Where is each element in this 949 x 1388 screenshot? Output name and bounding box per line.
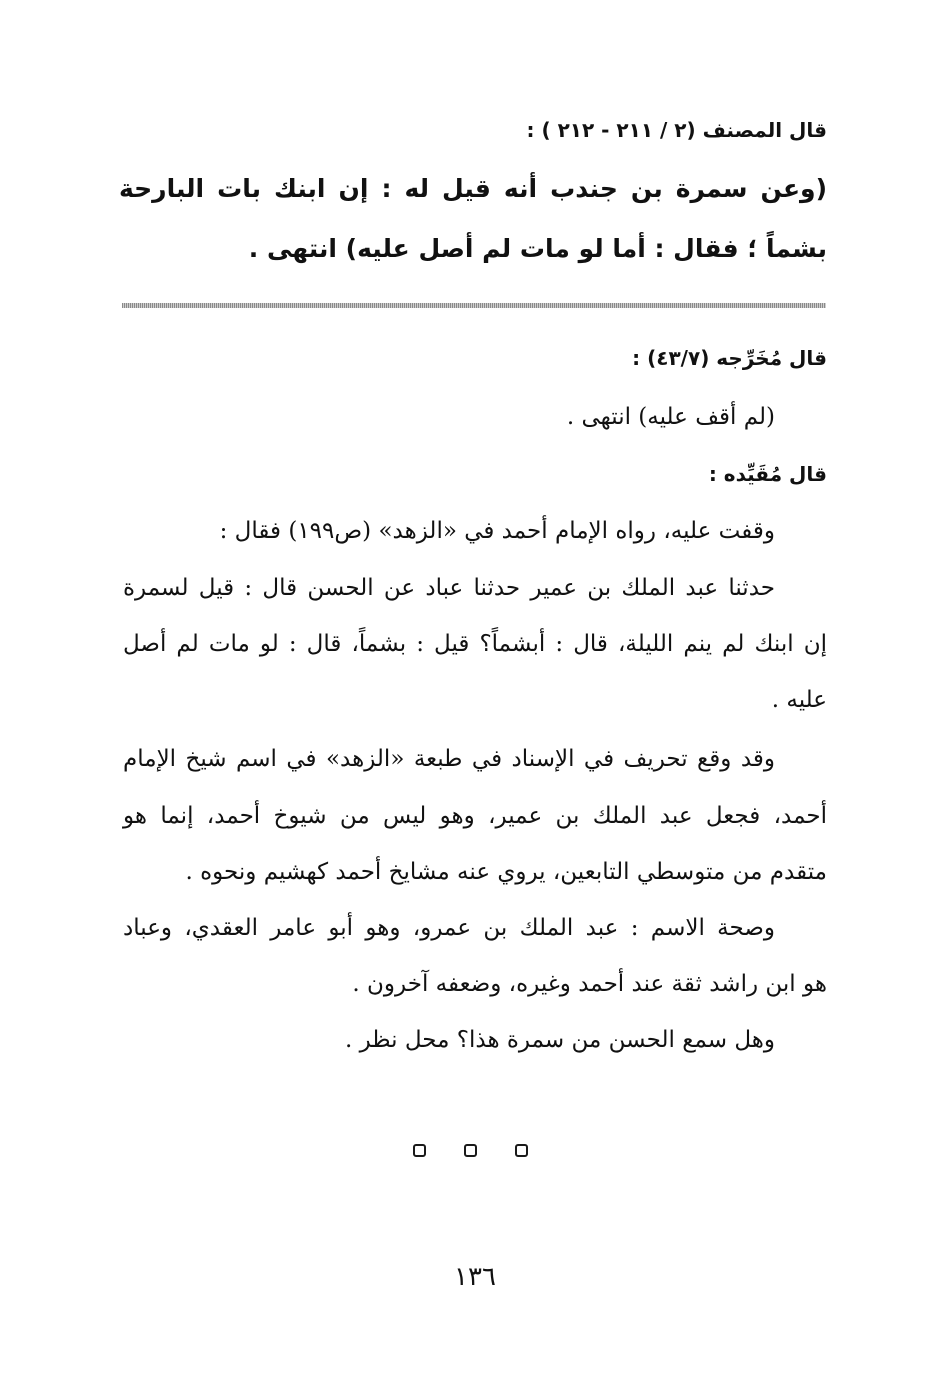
mukharrij-text: (لم أقف عليه) انتهى . (566, 404, 775, 430)
muqayyid-heading: قال مُقَيِّده : (708, 462, 827, 486)
body-line-4: عليه . (771, 687, 827, 713)
body-line-8: وصحة الاسم : عبد الملك بن عمرو، وهو أبو عامر العقدي، وعباد (123, 915, 775, 941)
section-divider (122, 303, 826, 308)
body-line-9: هو ابن راشد ثقة عند أحمد وغيره، وضعفه آخرون . (352, 971, 827, 997)
quote-line-1: (وعن سمرة بن جندب أنه قيل له : إن ابنك بات البارحة (119, 174, 827, 203)
body-line-6: أحمد، فجعل عبد الملك بن عمير، وهو ليس من شيوخ أحمد، إنما هو (123, 803, 827, 829)
body-line-5: وقد وقع تحريف في الإسناد في طبعة «الزهد» في اسم شيخ الإمام (123, 746, 775, 772)
body-line-10: وهل سمع الحسن من سمرة هذا؟ محل نظر . (344, 1027, 775, 1053)
section-end-ornament (413, 1144, 528, 1164)
ornament-square-icon (515, 1144, 528, 1157)
author-heading: قال المصنف (٢ / ٢١١ - ٢١٢ ) : (526, 118, 827, 142)
body-line-1: وقفت عليه، رواه الإمام أحمد في «الزهد» (ص١٩٩) فقال : (219, 518, 775, 544)
body-line-2: حدثنا عبد الملك بن عمير حدثنا عباد عن الحسن قال : قيل لسمرة (123, 575, 775, 601)
body-line-7: متقدم من متوسطي التابعين، يروي عنه مشايخ أحمد كهشيم ونحوه . (185, 859, 827, 885)
ornament-square-icon (464, 1144, 477, 1157)
ornament-square-icon (413, 1144, 426, 1157)
mukharrij-heading: قال مُخَرِّجه (٤٣/٧) : (632, 346, 827, 370)
page-number: ١٣٦ (454, 1262, 496, 1292)
quote-line-2: بشماً ؛ فقال : أما لو مات لم أصل عليه) انتهى . (248, 234, 827, 263)
body-line-3: إن ابنك لم ينم الليلة، قال : أبشماً؟ قيل : بشماً، قال : لو مات لم أصل (123, 631, 827, 657)
